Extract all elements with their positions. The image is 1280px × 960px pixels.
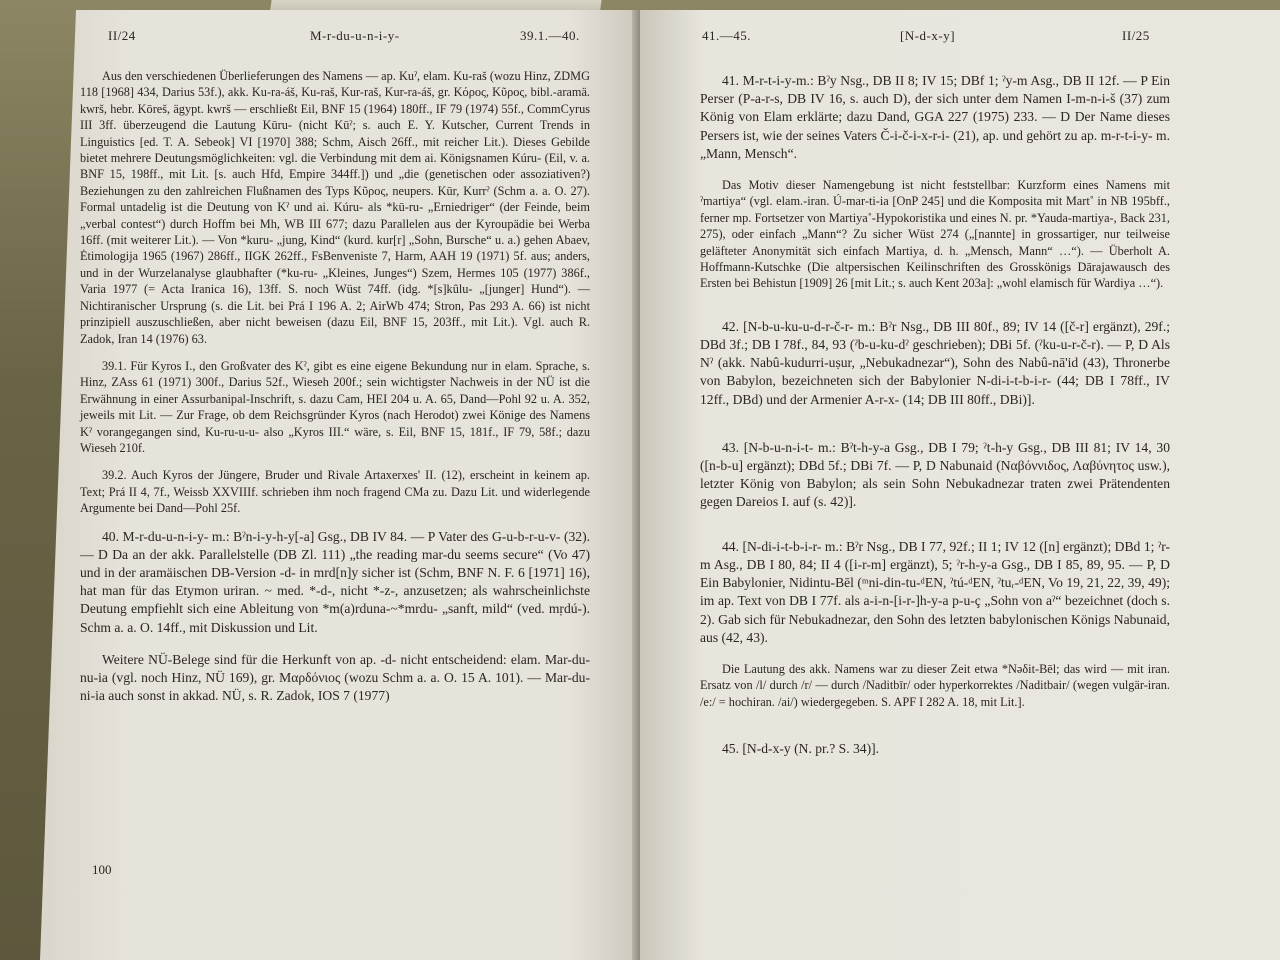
left-body — [80, 68, 590, 705]
paragraph-42: 42. [N-b-u-ku-u-d-r-č-r- m.: Bˀr Nsg., DB III 80f., 89; IV 14 ([č-r] ergänzt), 29f.; DBd 3f.; DB I 78f., 84, 93 (ˀb-u-ku-dˀ geschrieben); DBi 5f. (ˀku-u-r-č-r). — P, D Als Nˀ (akk. Nabû-kudurri-uṣur, „Nebukadnezar“), Sohn des Nabû-nā'id (43), Thronerbe von Babylon, bezeichneten sich der Babylonier N-di-i-t-b-i-r- (44; DB I 78ff., IV 12ff., DBd) und der Armenier A-r-x- (14; DB III 80ff., DBi)]. — [700, 318, 1170, 407]
right-section-ref: 41.—45. — [702, 28, 751, 43]
paragraph-44-note: Die Lautung des akk. Namens war zu dieser Zeit etwa *Nəδit-Bēl; das wird — mit iran. Ersatz von /l/ durch /r/ — durch /Naditbīr/ oder hyperkorrektes /Naditbair/ (wegen vulgär-iran. /e:/ = hochiran. /ai/) wiedergegeben. S. APF I 282 A. 18, mit Lit.]. — [700, 661, 1170, 709]
paragraph-45: 45. [N-d-x-y (N. pr.? S. 34)]. — [722, 741, 880, 757]
left-page-id: II/24 — [108, 28, 136, 43]
left-section-ref: 39.1.—40. — [520, 28, 580, 43]
right-page-id: II/25 — [1122, 28, 1150, 43]
paragraph-40-continued: Weitere NÜ-Belege sind für die Herkunft von ap. -d- nicht entscheidend: elam. Mar-du-nu-ia (vgl. noch Hinz, NÜ 169), gr. Μαρδόνιος (wozu Schm a. a. O. 15 A. 101). — Mar-du-ni-ia auch sonst in akkad. NÜ, s. R. Zadok, IOS 7 (1977) — [80, 651, 590, 704]
paragraph-41-note: Das Motiv dieser Namengebung ist nicht feststellbar: Kurzform eines Namens mit ˀmartiya“ (vgl. elam.-iran. Ú-mar-ti-ia [OnP 245] und die Komposita mit Mart˚ in NB 195bff., ferner mp. Fortsetzer von Martiya˚-Hypokoristika und eines N. pr. *Yauda-martiya-, Back 231, 275), oder einfach „Mann“? Zu sicher Wüst 274 („[nannte] in grossartiger, nur teilweise geläfteter Anonymität sich einfach Martiya, d. h. „Mensch, Mann“ …“). — Überholt A. Hoffmann-Kutschke (Die altpersischen Keilinschriften des Grosskönigs Dārajawausch des Ersten bei Behistun [1909] 26 [mit Lit.; s. auch Kent 203a]: „wohl elamisch für Wardiya …“). — [700, 178, 1170, 291]
paragraph-39-2: 39.2. Auch Kyros der Jüngere, Bruder und Rivale Artaxerxes' II. (12), erscheint in keinem ap. Text; Prá II 4, 7f., Weissb XXVIIIf. schrieben ihm noch fragend CMa zu. Dazu Lit. und widerlegende Argumente bei Dand—Pohl 25f. — [80, 468, 590, 516]
left-running-head: M-r-du-u-n-i-y- — [310, 28, 400, 43]
left-page-number: 100 — [92, 862, 112, 877]
paragraph-44: 44. [N-di-i-t-b-i-r- m.: Bˀr Nsg., DB I 77, 92f.; II 1; IV 12 ([n] ergänzt); DBd 1; ˀr-m Asg., DB I 80, 84; II 4 ([i-r-m] ergänzt), 5; ˀr-h-y-a Gsg., DB I 85, 89, 95. — P, D Ein Babylonier, Nidintu-Bēl (ᵐni-din-tu-ᵈEN, ˀtú-ᵈEN, ˀtuᵣ-ᵈEN, Vo 19, 21, 22, 39, 49); im ap. Text von DB I 77f. als a-i-n-[i-r-]h-y-a p-u-ç „Sohn von aˀ“ bezeichnet (doch s. 2). Gab sich für Nebukadnezar, den Sohn des letzten babylonischen Königs Nabunaid, aus (42, 43). — [700, 538, 1170, 645]
paragraph-43: 43. [N-b-u-n-i-t- m.: Bˀt-h-y-a Gsg., DB I 79; ˀt-h-y Gsg., DB III 81; IV 14, 30 ([n-b-u] ergänzt); DBd 5f.; DBi 7f. — P, D Nabunaid (Ναβόννιδος, Λαβύνητος usw.), letzter König von Babylon; als sein Sohn Nebukadnezar traten zwei Prätendenten gegen Dareios I. auf (s. 42)]. — [700, 439, 1170, 510]
paragraph-40: 40. M-r-du-u-n-i-y- m.: Bˀn-i-y-h-y[-a] Gsg., DB IV 84. — P Vater des G-u-b-r-u-v- (32). — D Da an der akk. Parallelstelle (DB Zl. 111) „the reading mar-du seems secure“ (Vo 47) und in der aramäischen DB-Version -d- in mrd[n]y sicher ist (Schm, BNF N. F. 6 [1971] 16), hat man für das Etymon uriran. ~ med. *-d-, nicht *-z-, anzusetzen; als wahrscheinlichste Deutung empfiehlt sich eine Ableitung von *m(a)rduna-~*mrdu- „sanft, mild“ (ved. mṛdú-). Schm a. a. O. 14ff., mit Diskussion und Lit. — [80, 528, 590, 635]
paragraph-41: 41. M-r-t-i-y-m.: Bˀy Nsg., DB II 8; IV 15; DBf 1; ˀy-m Asg., DB II 12f. — P Ein Perser (P-a-r-s, DB IV 16, s. auch D), der sich unter dem Namen I-m-n-i-š (37) zum König von Elam erklärte; dazu Dand, GGA 227 (1975) 233. — D Der Name dieses Persers ist, wie der seines Vaters Č-i-č-i-x-r-i- (21), ap. und gehört zu ap. m-r-t-i-y- m. „Mann, Mensch“. — [700, 73, 1170, 161]
right-running-head: [N-d-x-y] — [900, 28, 956, 43]
paragraph-39-1: 39.1. Für Kyros I., den Großvater des Kˀ, gibt es eine eigene Bekundung nur in elam. Sprache, s. Hinz, ZAss 61 (1971) 300f., Darius 52f., Wieseh 200f.; sein wichtigster Nachweis in der NÜ ist die Erwähnung in einer Assurbanipal-Inschrift, s. dazu Cam, HEI 204 u. A. 65, Dand—Pohl 92 u. A. 352, jeweils mit Lit. — Zur Frage, ob dem Reichsgründer Kyros (nach Herodot) zwei Könige des Namens Kˀ vorangegangen sind, Ku-ru-u-u- also „Kyros III.“ wäre, s. Eil, BNF 15, 181f., IF 79, 58f.; dazu Wieseh 210f. — [80, 358, 590, 455]
paragraph-kyros-etymology: Aus den verschiedenen Überlieferungen des Namens — ap. Kuˀ, elam. Ku-raš (wozu Hinz, ZDMG 118 [1968] 434, Darius 53f.), akk. Ku-ra-áš, Ku-raš, Kur-raš, Kur-ra-áš, gr. Κόρος, Κῦρος, bibl.-aramä. kwrš, hebr. Kōreš, ägypt. kwrš — erschließt Eil, BNF 15 (1964) 180ff., IF 79 (1974) 55f., CommCyrus III 3ff. überzeugend die Lautung Kūru- (nicht Kūˀ; s. auch E. Y. Kutscher, Current Trends in Linguistics [ed. T. A. Sebeok] VI [1970] 388; Schm, Aisch 26ff., mit reicher Lit.). Dieses Gebilde bietet mehrere Deutungsmöglichkeiten: vgl. die Verbindung mit dem ai. Königsnamen Kúru- (Eil, v. a. BNF 15, 198ff., mit Lit. [s. auch Hfd, Empire 344ff.]) und „die (genetischen oder assoziativen?) Beziehungen zu den zahlreichen Flußnamen des Typs Κῦρος, neupers. Kūr, Kurrˀ (Schm a. a. O. 27). Formal untadelig ist die Deutung von Kˀ und ai. Kúru- als *kū-ru- „Erniedriger“ (der Feinde, beim „verbal contest“) durch Hoffm bei Mh, WB III 677; dazu Parallelen aus der Kyroupädie bei Werba 16ff. (mit weiterer Lit.). — Von *kuru- „jung, Kind“ (kurd. kur[r] „Sohn, Bursche“ u. a.) gehen Abaev, Ėtimologija 1965 (1967) 286ff., IIGK 262ff., FsBenveniste 7, Harm, AAH 19 (1971) 5f. aus; anders, und in der Wurzelanalyse glaubhafter (*ku-ru- „Kleines, Junges“) Szem, Hermes 105 (1977) 386f., Varia 1977 (= Acta Iranica 16), 13ff. S. noch Wüst 74ff. (idg. *[s]kûlu- „[junger] Hund“). — Nichtiranischer Ursprung (s. die Lit. bei Prá I 196 A. 2; AirWb 474; Stron, Pas 293 A. 66) ist nicht prinzipiell auszuschließen, aber nicht beweisen (dazu Eil, BNF 15, 203ff., mit Lit.). Vgl. auch R. Zadok, Iran 14 (1976) 63. — [80, 69, 590, 346]
right-body — [700, 72, 1170, 772]
